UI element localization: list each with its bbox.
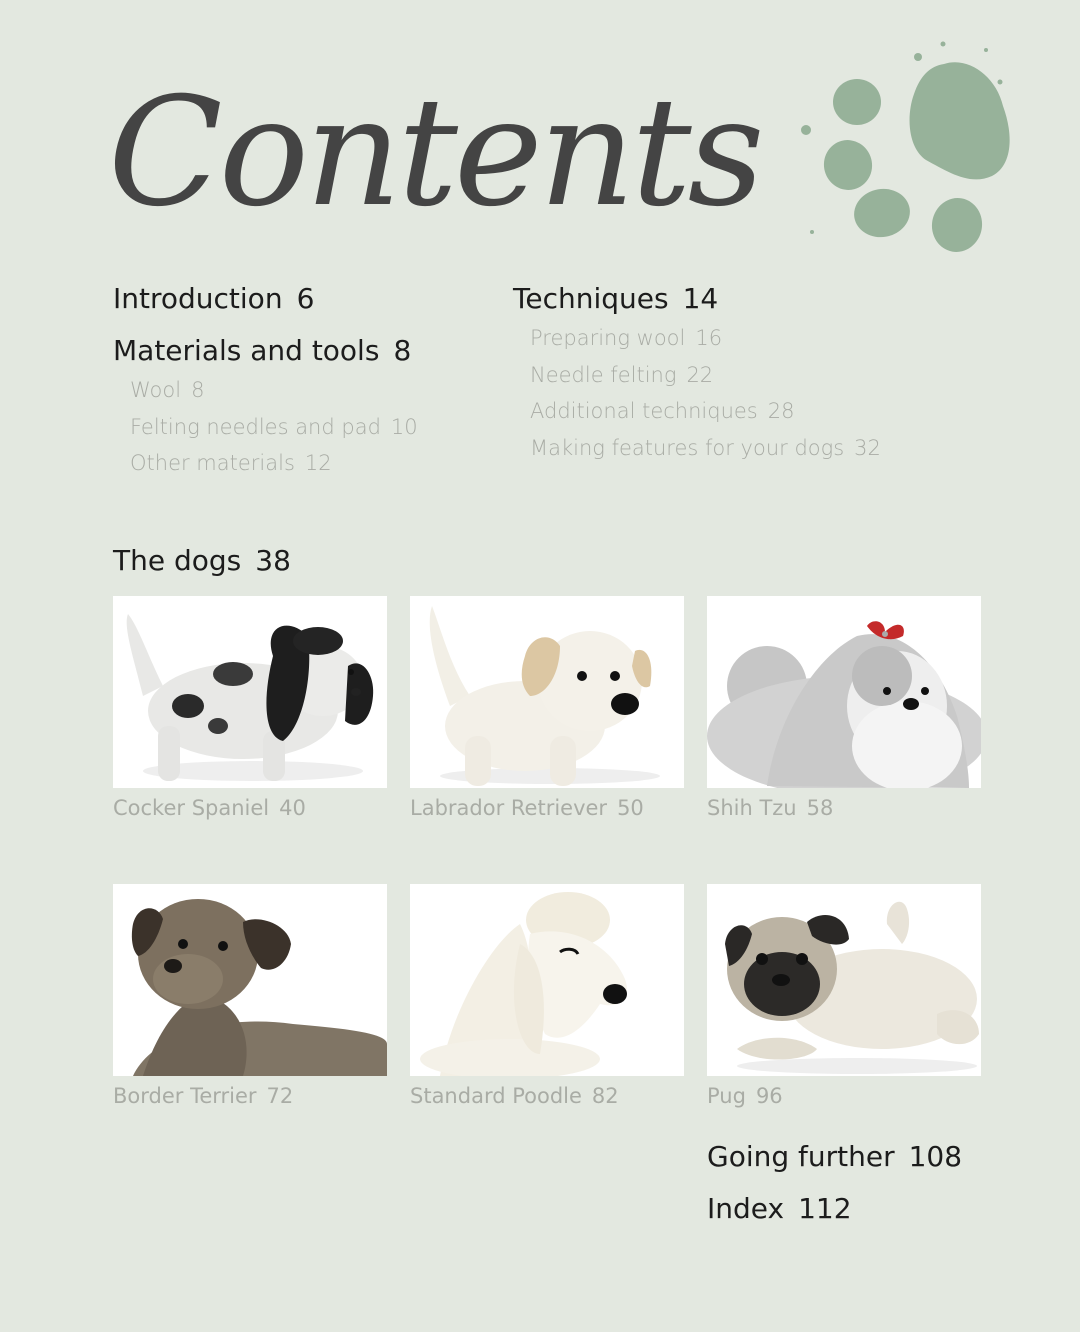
- dog-caption-shih-tzu[interactable]: Shih Tzu 58: [707, 796, 834, 820]
- toc-introduction[interactable]: Introduction 6: [113, 282, 315, 315]
- toc-techniques[interactable]: Techniques 14: [513, 282, 719, 315]
- toc-needle-felting[interactable]: Needle felting 22: [530, 363, 714, 387]
- toc-felting-needles-and-pad[interactable]: Felting needles and pad 10: [130, 415, 418, 439]
- pug-photo[interactable]: [707, 884, 981, 1076]
- page-title: Contents: [108, 66, 761, 240]
- toc-going-further[interactable]: Going further 108: [707, 1140, 963, 1173]
- toc-materials-and-tools[interactable]: Materials and tools 8: [113, 334, 412, 367]
- dog-caption-labrador-retriever[interactable]: Labrador Retriever 50: [410, 796, 644, 820]
- border-terrier-photo[interactable]: [113, 884, 387, 1076]
- shih-tzu-photo[interactable]: [707, 596, 981, 788]
- labrador-retriever-photo[interactable]: [410, 596, 684, 788]
- dog-caption-border-terrier[interactable]: Border Terrier 72: [113, 1084, 294, 1108]
- toc-additional-techniques[interactable]: Additional techniques 28: [530, 399, 795, 423]
- toc-wool[interactable]: Wool 8: [130, 378, 205, 402]
- toc-the-dogs[interactable]: The dogs 38: [113, 544, 291, 577]
- dog-caption-pug[interactable]: Pug 96: [707, 1084, 783, 1108]
- paw-print-icon: [796, 36, 1026, 256]
- dog-caption-cocker-spaniel[interactable]: Cocker Spaniel 40: [113, 796, 306, 820]
- toc-making-features[interactable]: Making features for your dogs 32: [530, 436, 881, 460]
- toc-index[interactable]: Index 112: [707, 1192, 852, 1225]
- dog-caption-standard-poodle[interactable]: Standard Poodle 82: [410, 1084, 619, 1108]
- toc-other-materials[interactable]: Other materials 12: [130, 451, 332, 475]
- cocker-spaniel-photo[interactable]: [113, 596, 387, 788]
- toc-preparing-wool[interactable]: Preparing wool 16: [530, 326, 723, 350]
- standard-poodle-photo[interactable]: [410, 884, 684, 1076]
